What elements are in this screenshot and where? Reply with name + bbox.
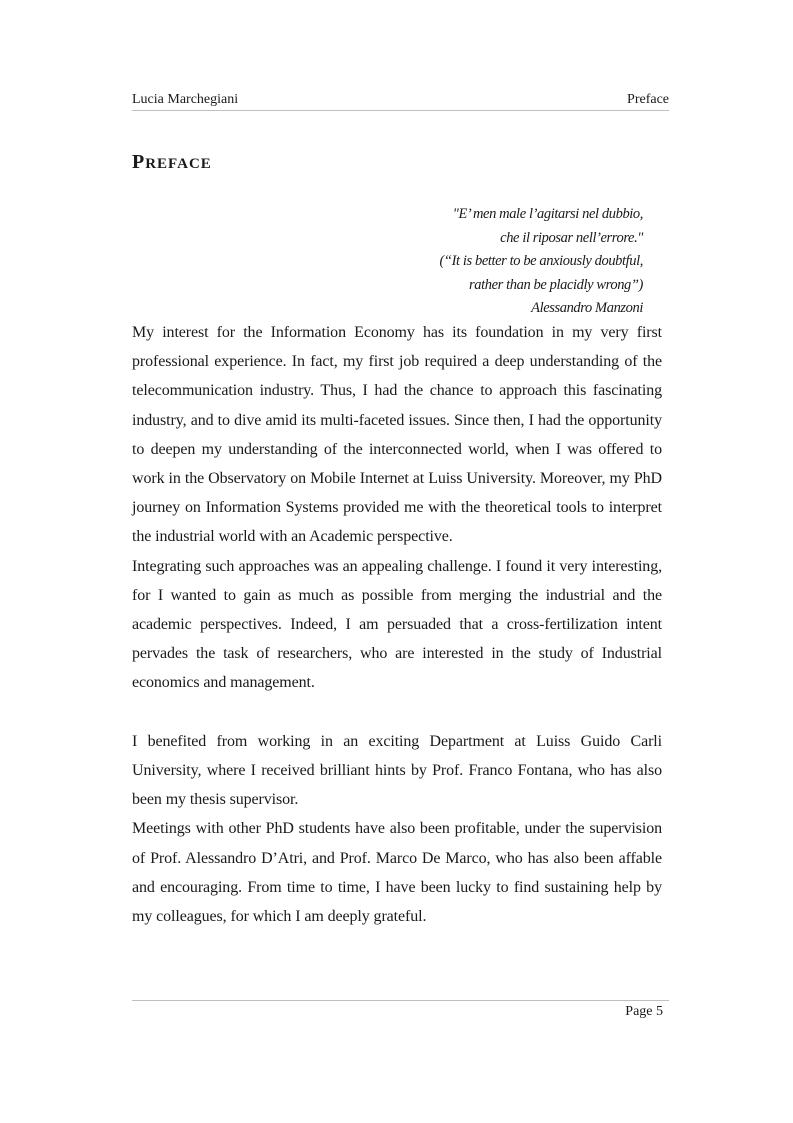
running-header (132, 91, 669, 111)
paragraph-gap (132, 698, 662, 727)
paragraph: My interest for the Information Economy has its foundation in my very first professional experience. In fact, my first job required a deep understanding of the telecommunication industry. Thus, I had the chance to approach this fascinating industry, and to dive amid its multi-faceted issues. Since then, I had the opportunity to deepen my understanding of the interconnected world, when I was offered to work in the Observatory on Mobile Internet at Luiss University. Moreover, my PhD journey on Information Systems provided me with the theoretical tools to interpret the industrial world with an Academic perspective. (132, 324, 662, 546)
running-footer (132, 1000, 669, 1021)
paragraph: I benefited from working in an exciting Department at Luiss Guido Carli University, where I received brilliant hints by Prof. Franco Fontana, who has also been my thesis supervisor. (132, 732, 662, 809)
epigraph-line: che il riposar nell’errore." (500, 229, 643, 246)
epigraph-author: Alessandro Manzoni (531, 300, 643, 316)
header-section: Preface (627, 92, 669, 107)
page-number: Page 5 (625, 1004, 663, 1019)
epigraph-line: "E’ men male l’agitarsi nel dubbio, (452, 206, 643, 222)
header-author: Lucia Marchegiani (132, 92, 239, 107)
epigraph (343, 203, 643, 321)
page-title (132, 151, 212, 175)
title-initial: P (132, 151, 146, 173)
paragraph: Integrating such approaches was an appealing challenge. I found it very interesting, for I wanted to gain as much as possible from merging the industrial and the academic perspectives. Indeed, I am persuaded that a cross-fertilization intent pervades the task of researchers, who are interested in the study of Industrial economics and management. (132, 557, 662, 692)
epigraph-line: rather than be placidly wrong”) (469, 276, 643, 293)
body-text (132, 318, 662, 931)
title-rest: REFACE (145, 156, 212, 172)
paragraph: Meetings with other PhD students have also been profitable, under the supervision of Prof. Alessandro D’Atri, and Prof. Marco De Marco, who has also been affable and encouraging. From time to time, I have been lucky to find sustaining help by my colleagues, for which I am deeply grateful. (132, 820, 662, 926)
epigraph-line: (“It is better to be anxiously doubtful, (439, 253, 643, 269)
